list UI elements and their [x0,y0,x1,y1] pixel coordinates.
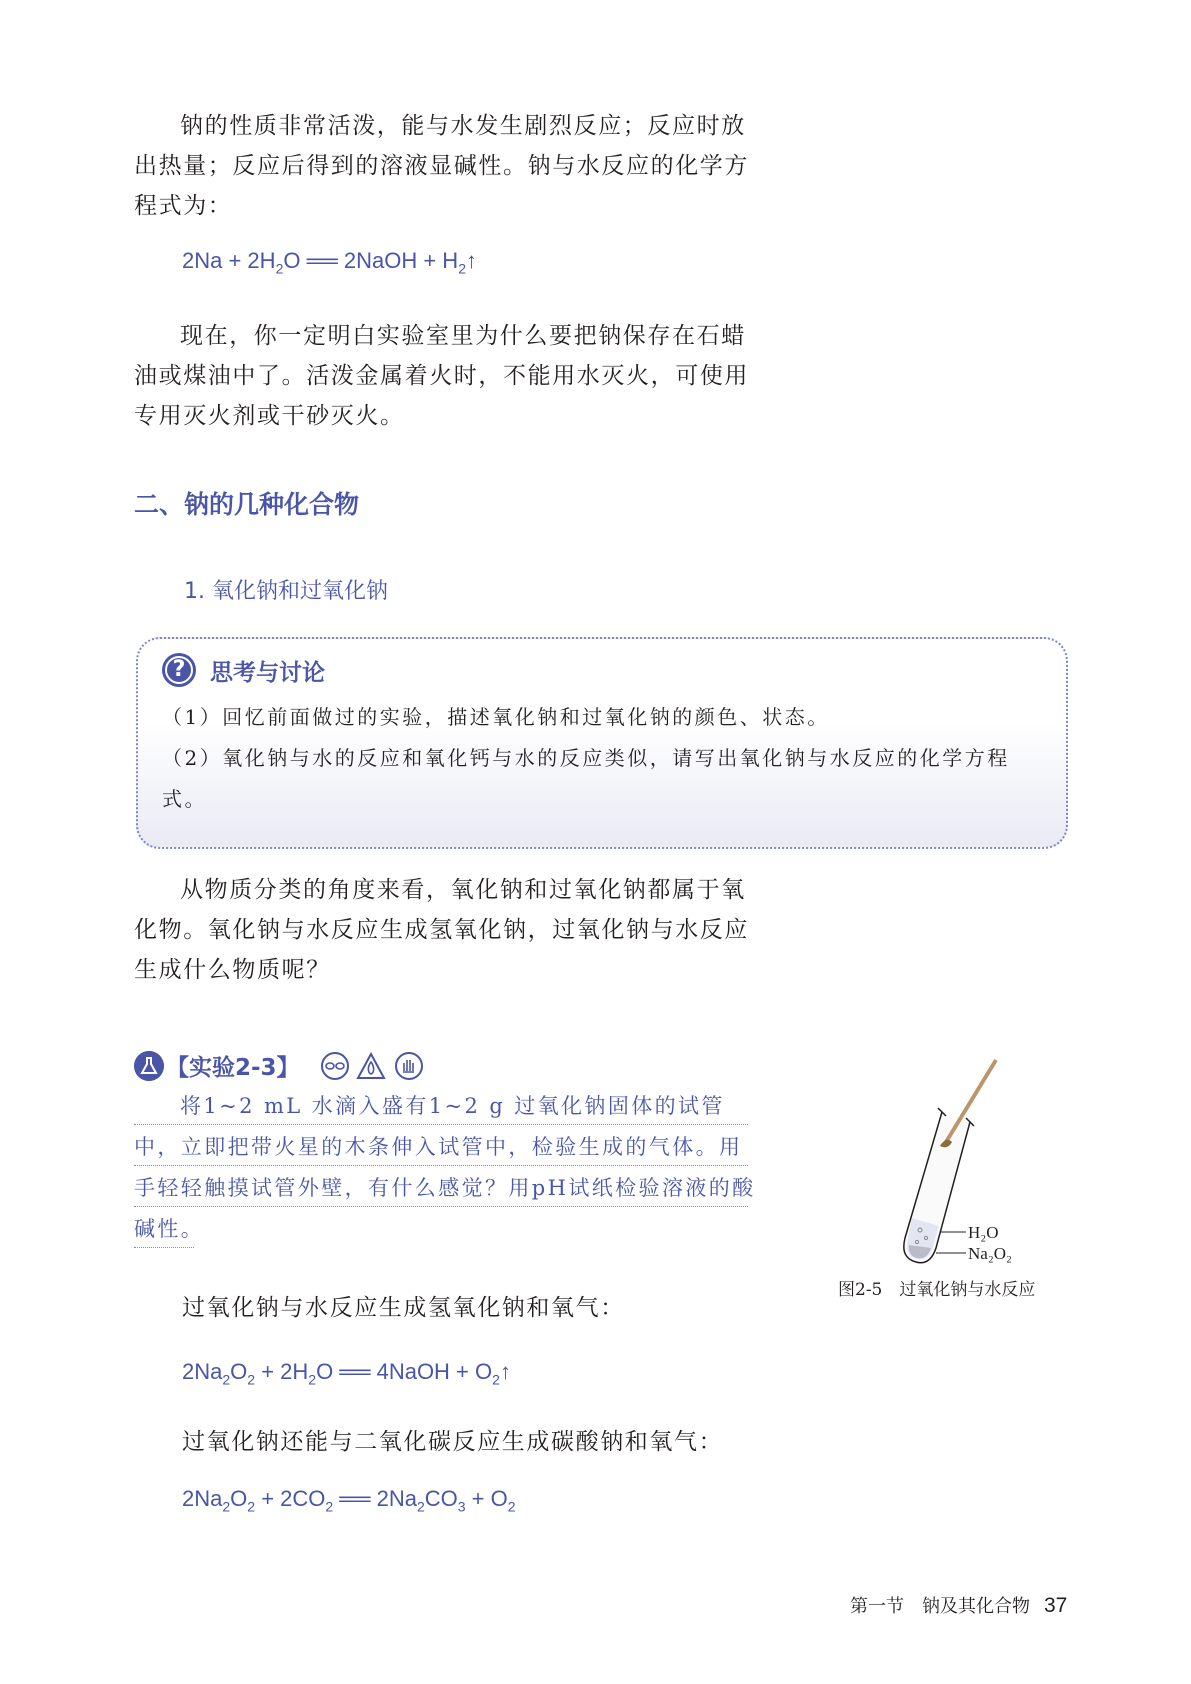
hand-wash-icon [394,1051,424,1081]
dotted-underline [134,1247,194,1248]
question-icon: ? [162,653,196,687]
goggles-icon [320,1051,350,1081]
footer-section: 第一节 钠及其化合物 [850,1596,1030,1617]
discussion-box [136,637,1068,849]
discussion-question-2: （2）氧化钠与水的反应和氧化钙与水的反应类似，请写出氧化钠与水反应的化学方程式。 [162,746,1010,811]
label-sodium-peroxide: Na₂O₂ [968,1244,1012,1263]
page-number: 37 [1044,1594,1068,1617]
test-tube [904,1108,974,1263]
discussion-title: 思考与讨论 [210,660,325,686]
paragraph-peroxide-co2: 过氧化钠还能与二氧化碳反应生成碳酸钠和氧气： [182,1429,724,1455]
figure-caption: 图2-5 过氧化钠与水反应 [838,1280,1036,1300]
paragraph-storage: 现在，你一定明白实验室里为什么要把钠保存在石蜡油或煤油中了。活泼金属着火时，不能用水灭火，可使用专用灭火剂或干砂灭火。 [134,323,749,429]
experiment-title: 【实验2-3】 [166,1055,300,1081]
fire-warning-icon [356,1051,386,1081]
page-footer [850,1592,1067,1618]
paragraph-sodium-properties: 钠的性质非常活泼，能与水发生剧烈反应；反应时放出热量；反应后得到的溶液显碱性。钠与水反应的化学方程式为： [134,113,749,219]
equation-peroxide-water: $2Na_2O_2 + 2H_2O$ ══ 4NaOH + $O_2↑$ [182,1359,511,1388]
test-tube-figure [850,1050,1050,1270]
dotted-underline [134,1165,748,1166]
flask-icon [134,1051,164,1081]
dotted-underline [134,1206,748,1207]
paragraph-classification: 从物质分类的角度来看，氧化钠和过氧化钠都属于氧化物。氧化钠与水反应生成氢氧化钠，过氧化钠与水反应生成什么物质呢？ [134,877,749,983]
paragraph-peroxide-water: 过氧化钠与水反应生成氢氧化钠和氧气： [182,1295,625,1321]
equation-peroxide-co2: $2Na_2O_2 + 2CO_2$ ══ $2Na_2CO_3 + O_2$ [182,1486,516,1515]
discussion-question-1: （1）回忆前面做过的实验，描述氧化钠和过氧化钠的颜色、状态。 [162,705,830,729]
dotted-underline [134,1124,748,1125]
wooden-splint [940,1060,996,1147]
experiment-procedure: 将1~2 mL 水滴入盛有1~2 g 过氧化钠固体的试管中，立即把带火星的木条伸入试管中，检验生成的气体。用手轻轻触摸试管外壁，有什么感觉？用pH试纸检验溶液的酸碱性。 [134,1094,756,1241]
section-heading: 二、钠的几种化合物 [134,490,360,519]
label-water: H₂O [968,1223,999,1242]
equation-sodium-water: $2Na + 2H_2O$ ══ 2NaOH + $H_2↑$ [182,248,477,277]
subsection-heading: 1. 氧化钠和过氧化钠 [184,579,388,604]
